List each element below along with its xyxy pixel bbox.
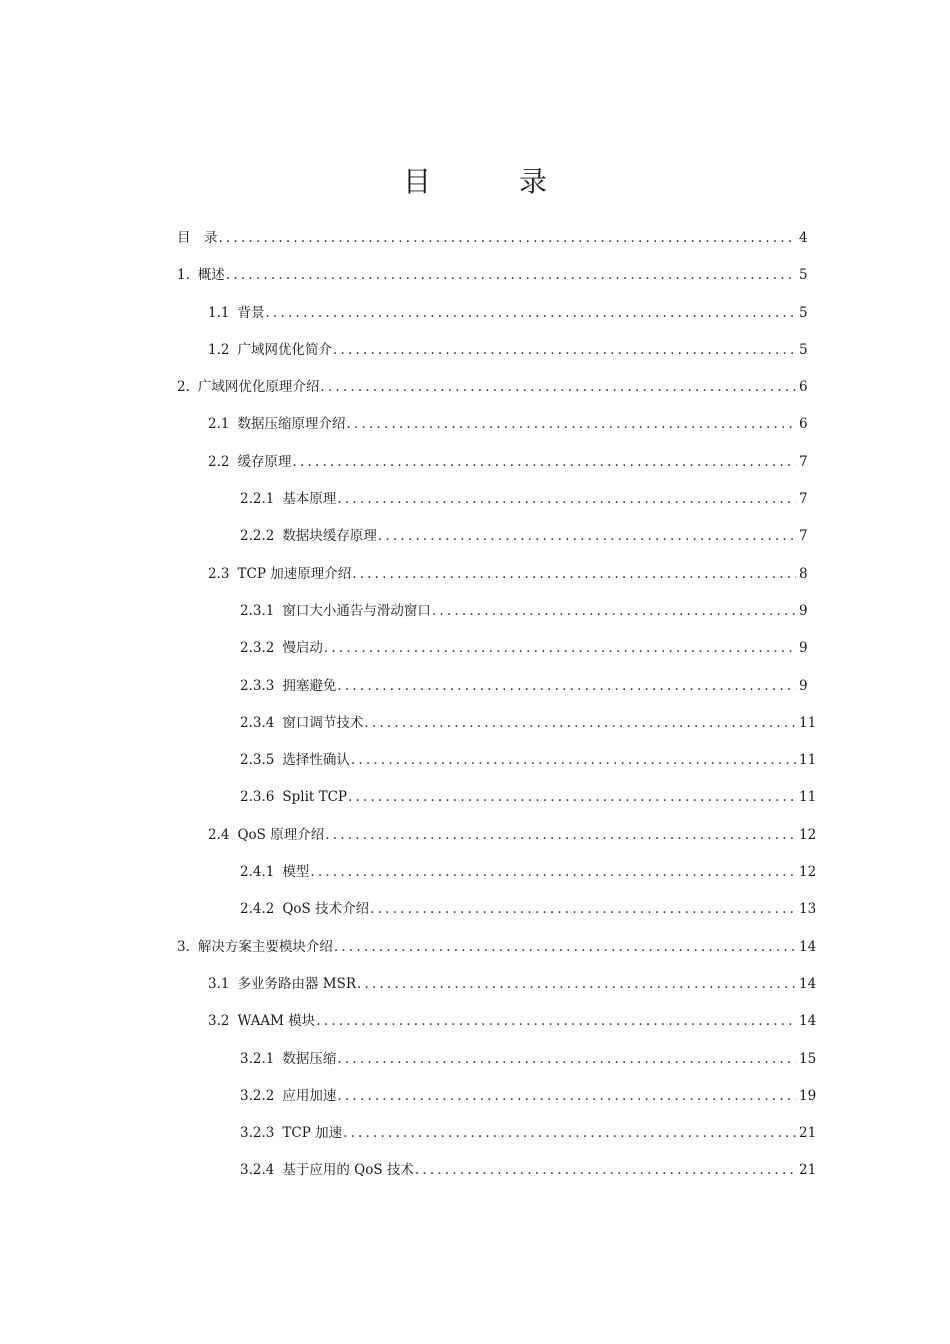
- toc-entry-number: 3.2.2: [240, 1087, 275, 1104]
- toc-entry-page: 6: [799, 416, 808, 433]
- toc-entry-page: 14: [799, 938, 817, 955]
- toc-leader-dots: [352, 560, 796, 588]
- toc-entry-text: QoS 原理介绍: [237, 826, 325, 843]
- toc-entry[interactable]: [177, 597, 807, 634]
- toc-entry-text: 数据压缩原理介绍: [237, 416, 346, 433]
- toc-leader-dots: [292, 448, 796, 476]
- toc-entry-number: 2.1: [208, 416, 230, 433]
- toc-entry[interactable]: [177, 410, 807, 447]
- toc-entry[interactable]: [177, 746, 817, 783]
- toc-entry-page: 11: [799, 752, 817, 769]
- toc-leader-dots: [415, 1156, 796, 1184]
- toc-entry-text: 多业务路由器 MSR: [237, 975, 357, 992]
- toc-entry[interactable]: [177, 709, 817, 746]
- toc-entry-page: 9: [799, 640, 808, 657]
- toc-leader-dots: [324, 634, 796, 662]
- toc-entry-text: 慢启动: [282, 640, 323, 657]
- toc-entry-text: 基于应用的 QoS 技术: [282, 1162, 414, 1179]
- toc-entry-text: Split TCP: [282, 789, 348, 806]
- toc-leader-dots: [226, 261, 796, 289]
- toc-entry[interactable]: [177, 299, 807, 336]
- toc-entry-number: 2.4: [208, 826, 230, 843]
- toc-leader-dots: [337, 485, 796, 513]
- toc-entry-number: 2.3.3: [240, 677, 275, 694]
- toc-entry-number: 1.2: [208, 341, 230, 358]
- toc-entry-text: 概述: [197, 267, 225, 284]
- toc-entry[interactable]: [177, 485, 807, 522]
- toc-entry-text: QoS 技术介绍: [282, 901, 370, 918]
- toc-leader-dots: [432, 597, 796, 625]
- toc-entry-page: 14: [799, 975, 817, 992]
- toc-entry[interactable]: [177, 970, 817, 1007]
- toc-entry-number: 3.: [177, 938, 190, 955]
- toc-leader-dots: [346, 410, 796, 438]
- toc-list: [177, 224, 817, 1194]
- toc-leader-dots: [219, 224, 797, 252]
- toc-leader-dots: [310, 858, 796, 886]
- toc-entry-page: 12: [799, 864, 817, 881]
- toc-entry-text: 选择性确认: [282, 752, 350, 769]
- toc-entry-page: 4: [799, 230, 808, 246]
- toc-entry-page: 5: [799, 341, 808, 358]
- toc-entry-page: 7: [799, 453, 808, 470]
- toc-leader-dots: [370, 895, 796, 923]
- toc-entry[interactable]: [177, 1007, 817, 1044]
- toc-entry[interactable]: [177, 858, 817, 895]
- toc-entry-page: 5: [799, 267, 808, 284]
- toc-entry-number: 2.3.2: [240, 640, 275, 657]
- toc-entry-number: 2.4.1: [240, 864, 275, 881]
- toc-entry-number: 2.3.4: [240, 714, 275, 731]
- toc-entry[interactable]: [177, 560, 807, 597]
- toc-entry-number: 3.1: [208, 975, 230, 992]
- toc-entry-text: 拥塞避免: [282, 677, 337, 694]
- toc-entry-text: 窗口大小通告与滑动窗口: [282, 602, 431, 619]
- toc-entry-text: 目 录: [177, 230, 218, 246]
- toc-entry-number: 1.1: [208, 304, 230, 321]
- toc-entry[interactable]: [177, 672, 807, 709]
- toc-entry-page: 7: [799, 491, 808, 508]
- toc-entry-page: 19: [799, 1087, 817, 1104]
- toc-entry-number: 1.: [177, 267, 190, 284]
- toc-entry-number: 3.2.3: [240, 1125, 275, 1142]
- toc-entry-text: 数据块缓存原理: [282, 528, 377, 545]
- toc-entry[interactable]: [177, 336, 807, 373]
- toc-entry-text: 模型: [282, 864, 310, 881]
- toc-entry-number: 2.3: [208, 565, 230, 582]
- toc-entry-page: 21: [799, 1162, 817, 1179]
- toc-entry[interactable]: [177, 1045, 817, 1082]
- toc-entry-number: 3.2.4: [240, 1162, 275, 1179]
- toc-entry[interactable]: [177, 1156, 817, 1193]
- toc-entry-page: 9: [799, 677, 808, 694]
- toc-entry-number: 2.: [177, 379, 190, 396]
- toc-leader-dots: [316, 1007, 796, 1035]
- toc-entry-number: 2.2.1: [240, 491, 275, 508]
- toc-leader-dots: [364, 709, 796, 737]
- toc-entry[interactable]: [177, 224, 807, 261]
- toc-entry[interactable]: [177, 821, 817, 858]
- toc-entry-page: 9: [799, 602, 808, 619]
- toc-leader-dots: [351, 746, 796, 774]
- toc-entry[interactable]: [177, 373, 807, 410]
- toc-leader-dots: [357, 970, 796, 998]
- toc-entry-page: 7: [799, 528, 808, 545]
- toc-entry-number: 2.2: [208, 453, 230, 470]
- toc-leader-dots: [320, 373, 796, 401]
- toc-entry-number: 3.2: [208, 1013, 230, 1030]
- toc-entry-text: 广域网优化简介: [237, 341, 332, 358]
- toc-leader-dots: [337, 1082, 796, 1110]
- toc-entry-page: 11: [799, 789, 817, 806]
- toc-entry-text: 数据压缩: [282, 1050, 337, 1067]
- toc-leader-dots: [325, 821, 796, 849]
- toc-entry-number: 2.4.2: [240, 901, 275, 918]
- toc-leader-dots: [334, 933, 796, 961]
- toc-entry-page: 14: [799, 1013, 817, 1030]
- toc-entry[interactable]: [177, 1082, 817, 1119]
- toc-entry[interactable]: [177, 783, 817, 820]
- toc-entry-page: 12: [799, 826, 817, 843]
- toc-entry-page: 21: [799, 1125, 817, 1142]
- toc-entry-text: 基本原理: [282, 491, 337, 508]
- toc-entry[interactable]: [177, 895, 817, 932]
- toc-entry[interactable]: [177, 933, 817, 970]
- toc-entry-page: 13: [799, 901, 817, 918]
- toc-entry-text: TCP 加速: [282, 1125, 343, 1142]
- toc-entry-number: 2.3.1: [240, 602, 275, 619]
- toc-entry-text: 应用加速: [282, 1087, 337, 1104]
- page-title: 目 录: [402, 165, 577, 198]
- toc-entry-page: 15: [799, 1050, 817, 1067]
- toc-leader-dots: [333, 336, 796, 364]
- toc-entry-page: 11: [799, 714, 817, 731]
- toc-entry-page: 8: [799, 565, 808, 582]
- toc-leader-dots: [343, 1119, 796, 1147]
- toc-entry-text: 窗口调节技术: [282, 714, 364, 731]
- toc-entry-text: 缓存原理: [237, 453, 292, 470]
- toc-entry-number: 2.3.5: [240, 752, 275, 769]
- toc-leader-dots: [265, 299, 796, 327]
- toc-entry[interactable]: [177, 448, 807, 485]
- toc-entry-number: 2.2.2: [240, 528, 275, 545]
- toc-entry[interactable]: [177, 1119, 817, 1156]
- toc-entry-number: 2.3.6: [240, 789, 275, 806]
- toc-entry-text: 解决方案主要模块介绍: [197, 938, 333, 955]
- toc-entry-page: 6: [799, 379, 808, 396]
- toc-entry[interactable]: [177, 522, 807, 559]
- toc-entry-text: 广域网优化原理介绍: [197, 379, 320, 396]
- toc-leader-dots: [337, 1045, 796, 1073]
- toc-leader-dots: [337, 672, 796, 700]
- toc-entry-page: 5: [799, 304, 808, 321]
- toc-leader-dots: [378, 522, 796, 550]
- toc-entry-text: 背景: [237, 304, 265, 321]
- toc-leader-dots: [348, 783, 796, 811]
- toc-entry-text: WAAM 模块: [237, 1013, 316, 1030]
- toc-entry-number: 3.2.1: [240, 1050, 275, 1067]
- toc-entry[interactable]: [177, 634, 807, 671]
- toc-entry-text: TCP 加速原理介绍: [237, 565, 352, 582]
- toc-entry[interactable]: [177, 261, 807, 298]
